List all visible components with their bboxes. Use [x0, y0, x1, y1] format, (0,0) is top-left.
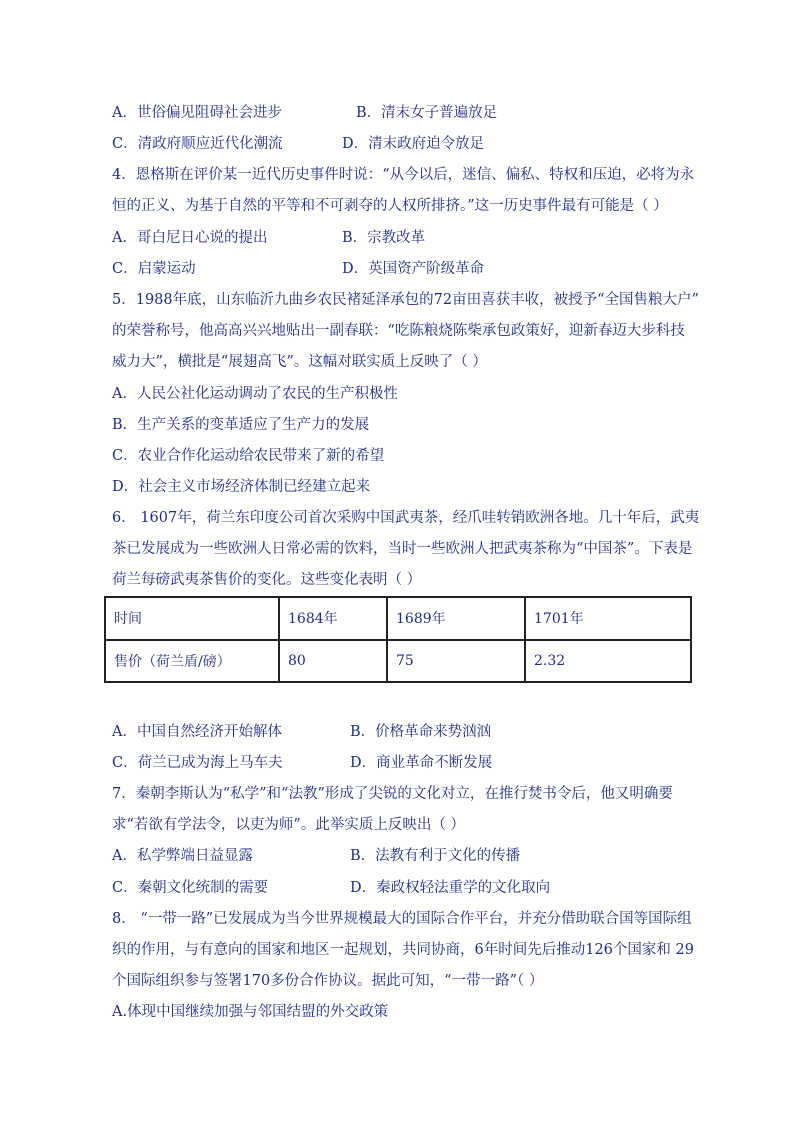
q6-option-b: B．价格革命来势汹汹: [350, 724, 492, 740]
q7-option-b: B．法教有利于文化的传播: [350, 848, 521, 864]
tea-price-table: [104, 596, 692, 683]
q6-option-c: C．荷兰已成为海上马车夫: [112, 755, 283, 771]
q3-option-b: B．清末女子普遍放足: [356, 105, 498, 121]
table-header-cell: 1701年: [525, 597, 691, 640]
table-header-cell: 1684年: [279, 597, 387, 640]
q7-stem-line1: 7．秦朝李斯认为“私学”和“法教”形成了尖锐的文化对立，在推行焚书令后，他又明确要: [112, 786, 673, 802]
q4-stem-line1: 4．恩格斯在评价某一近代历史事件时说：“从今以后，迷信、偏私、特权和压迫，必将为永: [112, 167, 695, 183]
q3-option-a: A．世俗偏见阻碍社会进步: [112, 105, 282, 121]
table-cell: 80: [279, 640, 387, 683]
q6-option-a: A．中国自然经济开始解体: [112, 724, 282, 740]
table-header-cell: 1689年: [387, 597, 525, 640]
q5-stem-line3: 威力大”，横批是“展翅高飞”。这幅对联实质上反映了（ ）: [112, 354, 487, 370]
q4-stem-line2: 恒的正义、为基于自然的平等和不可剥夺的人权所排挤。”这一历史事件最有可能是（ ）: [112, 198, 668, 214]
q8-stem-line3: 个国际组织参与签署170多份合作协议。据此可知，“一带一路”（ ）: [112, 973, 544, 989]
q7-option-a: A．私学弊端日益显露: [112, 848, 253, 864]
q7-option-d: D．秦政权轻法重学的文化取向: [350, 880, 551, 896]
table-cell: 2.32: [525, 640, 691, 683]
q4-option-b: B．宗教改革: [342, 230, 426, 246]
q6-stem-line1: 6． 1607年，荷兰东印度公司首次采购中国武夷茶，经爪哇转销欧洲各地。几十年后，武夷: [112, 510, 700, 526]
q5-stem-line1: 5．1988年底，山东临沂九曲乡农民褚延泽承包的72亩田喜获丰收，被授予“全国售粮大户”: [112, 292, 699, 308]
q5-option-c: C．农业合作化运动给农民带来了新的希望: [112, 448, 385, 464]
q7-stem-line2: 求“若欲有学法令，以吏为师”。此举实质上反映出（ ）: [112, 817, 465, 833]
table-header-cell: 时间: [105, 597, 279, 640]
q7-option-c: C．秦朝文化统制的需要: [112, 880, 269, 896]
q4-option-d: D．英国资产阶级革命: [342, 261, 485, 277]
q8-stem-line2: 织的作用，与有意向的国家和地区一起规划，共同协商，6年时间先后推动126个国家和 29: [112, 942, 694, 958]
table-cell: 75: [387, 640, 525, 683]
q4-option-c: C．启蒙运动: [112, 261, 196, 277]
q5-option-d: D．社会主义市场经济体制已经建立起来: [112, 479, 371, 495]
q8-stem-line1: 8． “一带一路”已发展成为当今世界规模最大的国际合作平台，并充分借助联合国等国际组: [112, 911, 692, 927]
q3-option-d: D．清末政府迫令放足: [342, 136, 485, 152]
table-row: [105, 640, 691, 683]
table-cell: 售价（荷兰盾/磅）: [105, 640, 279, 683]
q8-option-a: A.体现中国继续加强与邻国结盟的外交政策: [112, 1004, 389, 1020]
table-header-row: [105, 597, 691, 640]
q6-option-d: D．商业革命不断发展: [350, 755, 493, 771]
q3-option-c: C．清政府顺应近代化潮流: [112, 136, 283, 152]
q5-option-a: A．人民公社化运动调动了农民的生产积极性: [112, 386, 398, 402]
q4-option-a: A．哥白尼日心说的提出: [112, 230, 268, 246]
q6-stem-line2: 茶已发展成为一些欧洲人日常必需的饮料，当时一些欧洲人把武夷茶称为“中国茶”。下表是: [112, 541, 693, 557]
q5-stem-line2: 的荣誉称号，他高高兴兴地贴出一副春联：“吃陈粮烧陈柴承包政策好，迎新春迈大步科技: [112, 323, 685, 339]
q6-stem-line3: 荷兰每磅武夷茶售价的变化。这些变化表明（ ）: [112, 572, 422, 588]
q5-option-b: B．生产关系的变革适应了生产力的发展: [112, 417, 370, 433]
